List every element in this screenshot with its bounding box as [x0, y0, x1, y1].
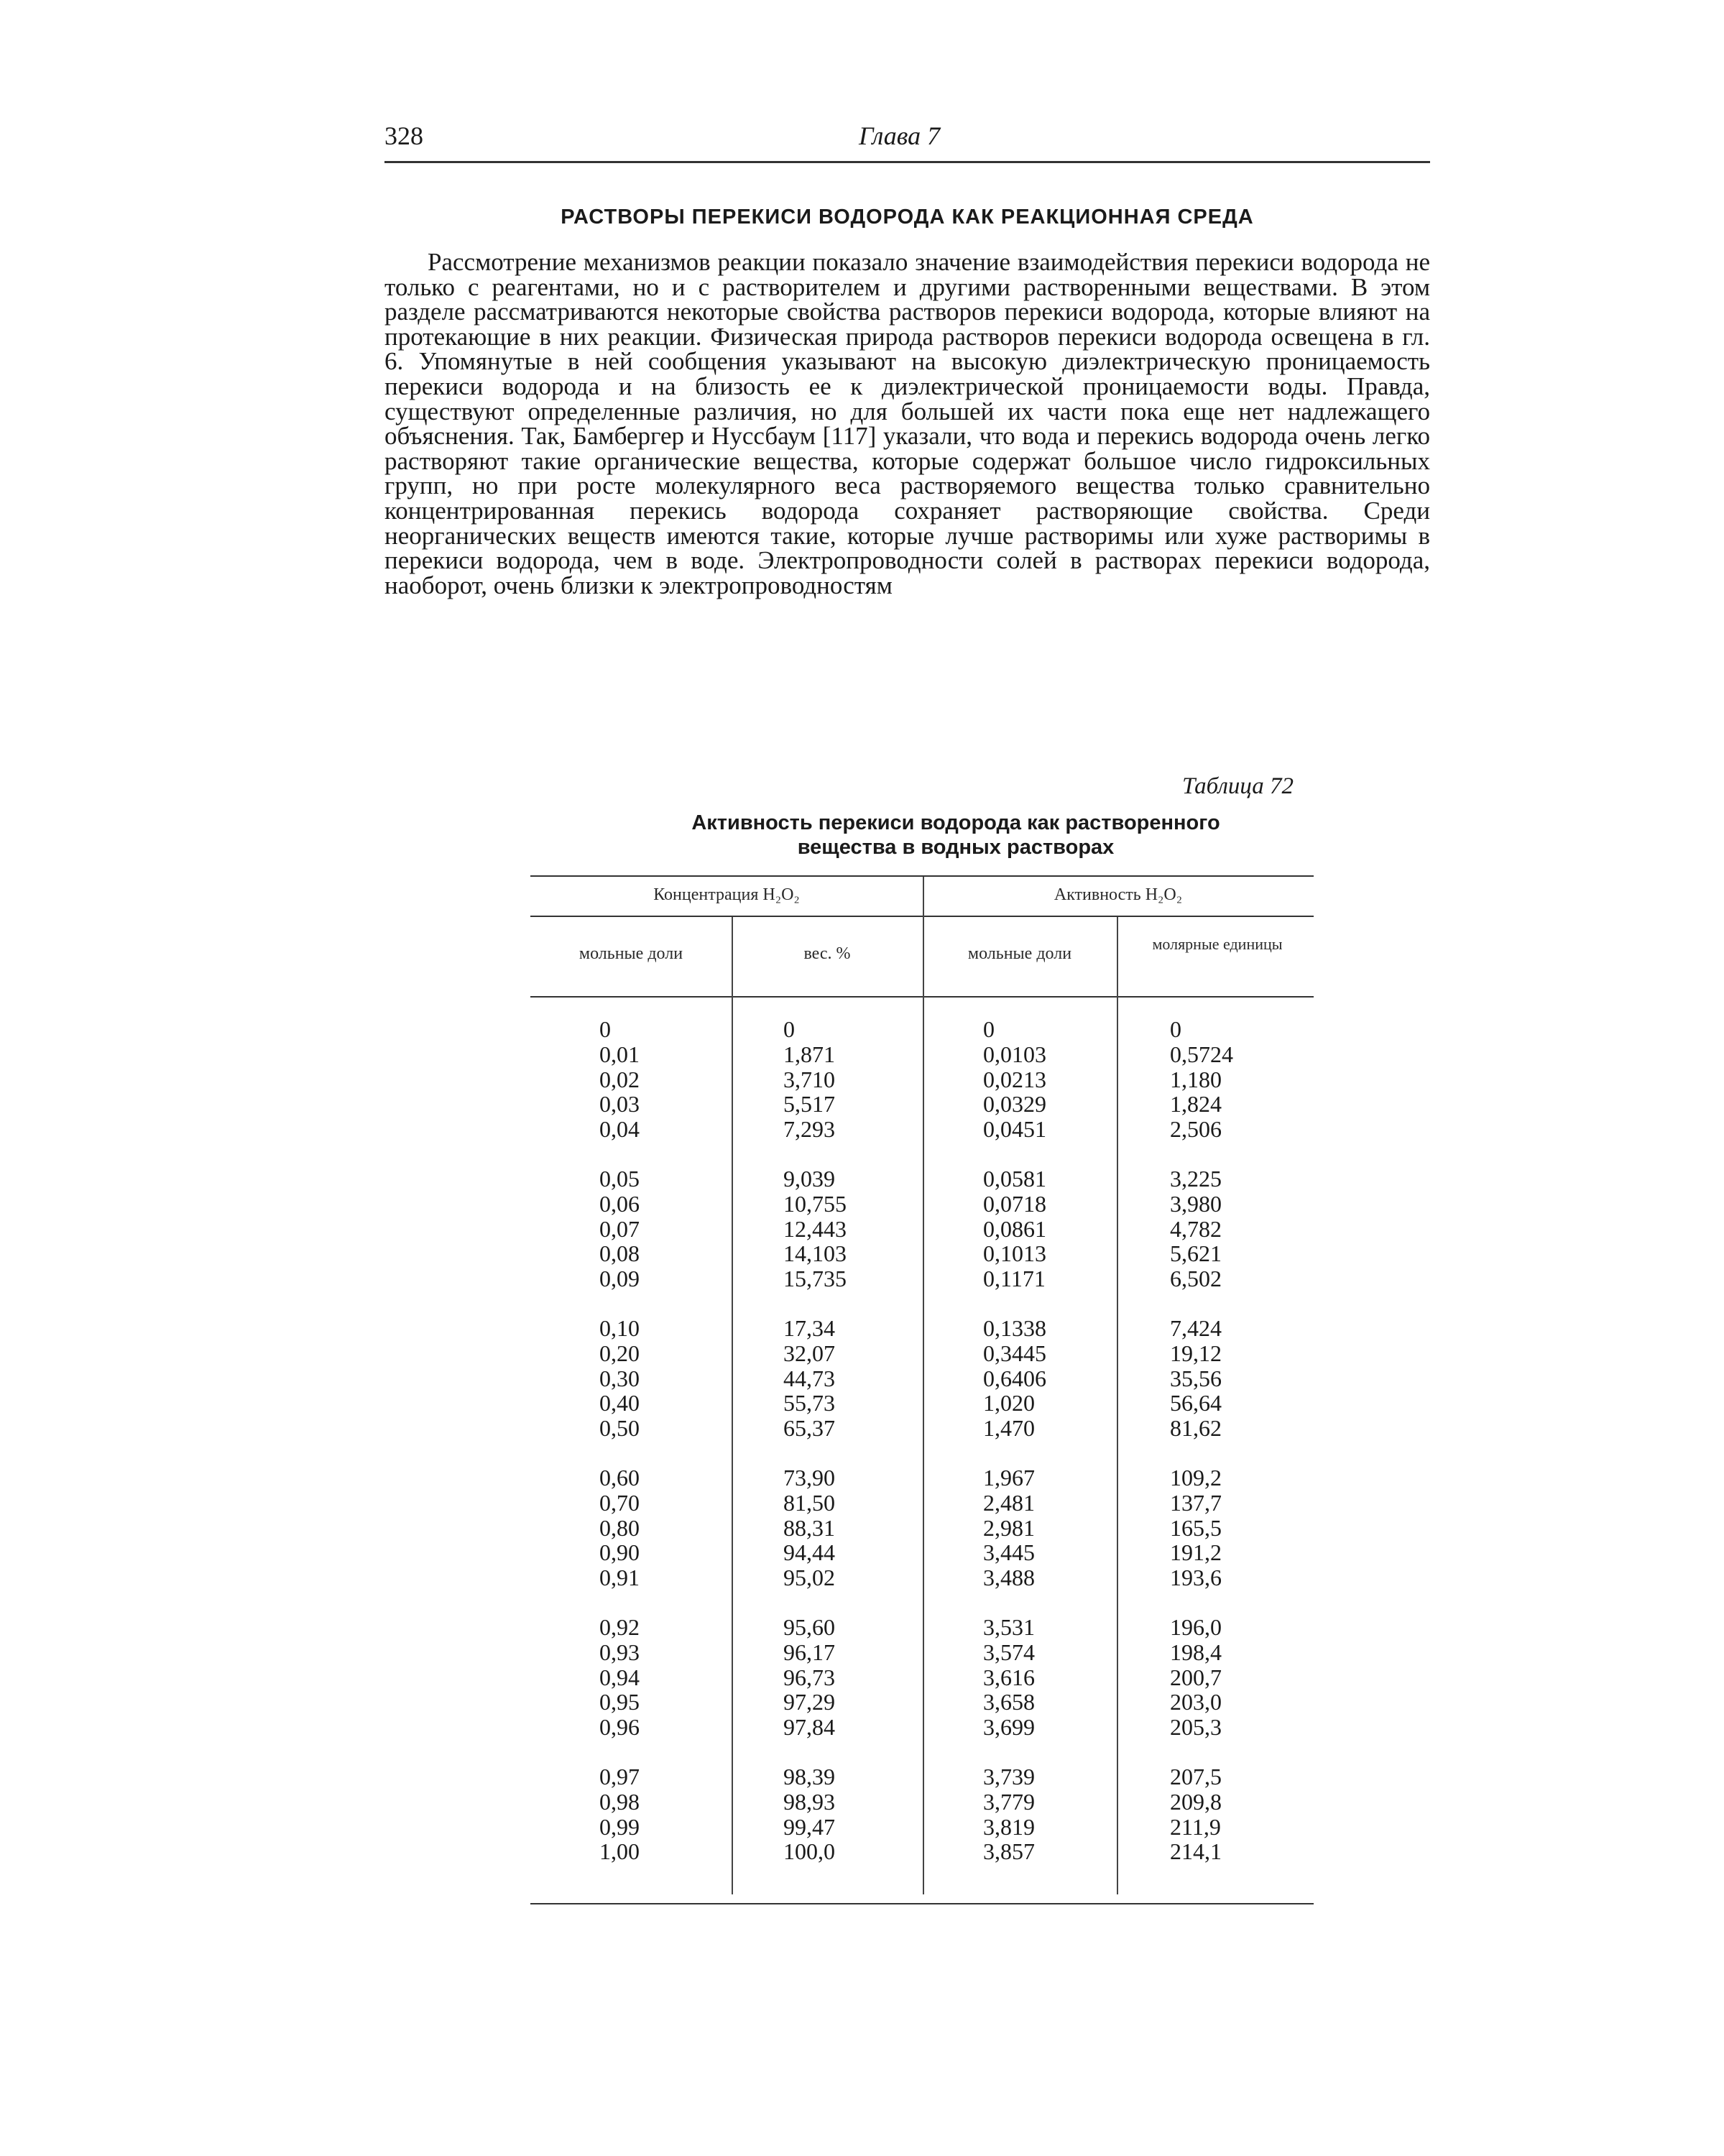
- table-top-rule: [530, 875, 1314, 877]
- cell-weight-percent: 7,293: [783, 1116, 835, 1143]
- header-rule: [384, 161, 1430, 163]
- cell-weight-percent: 14,103: [783, 1240, 847, 1267]
- cell-activity-molar: 191,2: [1170, 1539, 1222, 1566]
- cell-activity-molar: 207,5: [1170, 1764, 1222, 1789]
- cell-activity-molar: 1,180: [1170, 1066, 1222, 1092]
- chapter-title: Глава 7: [859, 121, 941, 150]
- table-row: [530, 1714, 1314, 1740]
- table-row: [530, 1365, 1314, 1391]
- cell-weight-percent: 97,29: [783, 1689, 835, 1715]
- cell-activity-mole-fraction: 2,481: [983, 1489, 1035, 1516]
- cell-activity-mole-fraction: 0,0581: [983, 1166, 1046, 1192]
- running-header: [384, 121, 1430, 164]
- cell-weight-percent: 98,39: [783, 1764, 835, 1789]
- table-row: [530, 1565, 1314, 1590]
- page-number: 328: [384, 121, 423, 150]
- cell-mole-fraction: 0,08: [599, 1240, 640, 1267]
- table-label: Таблица 72: [1182, 773, 1294, 799]
- cell-activity-molar: 0,5724: [1170, 1041, 1233, 1067]
- cell-activity-molar: 5,621: [1170, 1240, 1222, 1267]
- cell-activity-molar: 0: [1170, 1016, 1181, 1042]
- table-row: [530, 1091, 1314, 1117]
- cell-mole-fraction: 0,05: [599, 1166, 640, 1192]
- table-title-line-2: вещества в водных растворах: [797, 836, 1115, 859]
- table-row: [530, 1614, 1314, 1640]
- table-row: [530, 1340, 1314, 1366]
- cell-activity-mole-fraction: 3,658: [983, 1689, 1035, 1715]
- cell-activity-mole-fraction: 0,0103: [983, 1041, 1046, 1067]
- cell-activity-mole-fraction: 0,1171: [983, 1266, 1046, 1292]
- cell-weight-percent: 12,443: [783, 1215, 847, 1242]
- subheader-weight-percent: вес. %: [803, 944, 851, 963]
- table-row: [530, 1266, 1314, 1291]
- cell-activity-molar: 198,4: [1170, 1639, 1222, 1665]
- cell-activity-mole-fraction: 0,1338: [983, 1315, 1046, 1341]
- cell-mole-fraction: 0,94: [599, 1664, 640, 1690]
- cell-activity-mole-fraction: 0,0213: [983, 1066, 1046, 1092]
- activity-table: [530, 875, 1321, 1925]
- table-header-bottom-rule: [530, 996, 1314, 998]
- cell-weight-percent: 10,755: [783, 1190, 847, 1217]
- cell-mole-fraction: 0,03: [599, 1091, 640, 1118]
- cell-activity-mole-fraction: 0,0451: [983, 1116, 1046, 1143]
- cell-mole-fraction: 0,60: [599, 1465, 640, 1491]
- cell-activity-mole-fraction: 3,819: [983, 1813, 1035, 1840]
- cell-activity-molar: 209,8: [1170, 1788, 1222, 1815]
- cell-mole-fraction: 0,92: [599, 1614, 640, 1640]
- cell-activity-mole-fraction: 0,0718: [983, 1190, 1046, 1217]
- cell-mole-fraction: 0: [599, 1016, 611, 1042]
- cell-weight-percent: 0: [783, 1016, 795, 1042]
- cell-weight-percent: 73,90: [783, 1465, 835, 1491]
- cell-mole-fraction: 0,20: [599, 1340, 640, 1366]
- table-row: [530, 1390, 1314, 1416]
- cell-mole-fraction: 0,07: [599, 1215, 640, 1242]
- cell-weight-percent: 44,73: [783, 1365, 835, 1391]
- cell-mole-fraction: 0,40: [599, 1390, 640, 1416]
- cell-activity-mole-fraction: 0,1013: [983, 1240, 1046, 1267]
- cell-activity-molar: 109,2: [1170, 1465, 1222, 1491]
- cell-activity-mole-fraction: 3,488: [983, 1565, 1035, 1591]
- cell-activity-molar: 4,782: [1170, 1215, 1222, 1242]
- cell-activity-molar: 165,5: [1170, 1514, 1222, 1541]
- cell-activity-mole-fraction: 1,470: [983, 1415, 1035, 1442]
- table-row: [530, 1016, 1314, 1042]
- table-row: [530, 1191, 1314, 1217]
- cell-mole-fraction: 0,70: [599, 1489, 640, 1516]
- cell-activity-mole-fraction: 3,857: [983, 1838, 1035, 1865]
- cell-activity-mole-fraction: 3,616: [983, 1664, 1035, 1690]
- cell-activity-mole-fraction: 0: [983, 1016, 995, 1042]
- table-row: [530, 1116, 1314, 1142]
- cell-activity-molar: 3,980: [1170, 1190, 1222, 1217]
- cell-mole-fraction: 0,90: [599, 1539, 640, 1566]
- table-bottom-rule: [530, 1903, 1314, 1904]
- table-row: [530, 1490, 1314, 1516]
- cell-weight-percent: 81,50: [783, 1489, 835, 1516]
- group-header-activity: Активность H₂O₂: [1054, 885, 1183, 904]
- cell-activity-molar: 35,56: [1170, 1365, 1222, 1391]
- cell-mole-fraction: 0,96: [599, 1714, 640, 1741]
- table-row: [530, 1315, 1314, 1341]
- section-title: РАСТВОРЫ ПЕРЕКИСИ ВОДОРОДА КАК РЕАКЦИОННАЯ СРЕДА: [561, 206, 1254, 229]
- cell-activity-mole-fraction: 3,574: [983, 1639, 1035, 1665]
- cell-mole-fraction: 0,02: [599, 1066, 640, 1092]
- table-row: [530, 1465, 1314, 1491]
- cell-mole-fraction: 0,95: [599, 1689, 640, 1715]
- cell-activity-molar: 3,225: [1170, 1166, 1222, 1192]
- cell-activity-molar: 81,62: [1170, 1415, 1222, 1442]
- cell-weight-percent: 97,84: [783, 1714, 835, 1741]
- table-row: [530, 1764, 1314, 1789]
- table-row: [530, 1067, 1314, 1092]
- subheader-molar-units: молярные единицы: [1152, 935, 1283, 953]
- cell-weight-percent: 95,60: [783, 1614, 835, 1640]
- cell-weight-percent: 96,17: [783, 1639, 835, 1665]
- cell-mole-fraction: 0,99: [599, 1813, 640, 1840]
- cell-activity-molar: 7,424: [1170, 1315, 1222, 1341]
- table-row: [530, 1415, 1314, 1441]
- cell-activity-molar: 1,824: [1170, 1091, 1222, 1118]
- cell-mole-fraction: 0,10: [599, 1315, 640, 1341]
- cell-weight-percent: 9,039: [783, 1166, 835, 1192]
- cell-activity-mole-fraction: 1,020: [983, 1390, 1035, 1416]
- cell-mole-fraction: 0,30: [599, 1365, 640, 1391]
- cell-activity-mole-fraction: 2,981: [983, 1514, 1035, 1541]
- cell-activity-molar: 214,1: [1170, 1838, 1222, 1865]
- table-row: [530, 1789, 1314, 1815]
- cell-activity-mole-fraction: 3,531: [983, 1614, 1035, 1640]
- table-row: [530, 1041, 1314, 1067]
- cell-mole-fraction: 0,93: [599, 1639, 640, 1665]
- cell-weight-percent: 17,34: [783, 1315, 835, 1341]
- table-row: [530, 1515, 1314, 1541]
- cell-activity-mole-fraction: 0,0861: [983, 1215, 1046, 1242]
- cell-activity-molar: 205,3: [1170, 1714, 1222, 1741]
- cell-activity-molar: 2,506: [1170, 1116, 1222, 1143]
- subheader-mole-fraction-1: мольные доли: [578, 944, 683, 963]
- cell-activity-mole-fraction: 0,0329: [983, 1091, 1046, 1118]
- cell-mole-fraction: 0,80: [599, 1514, 640, 1541]
- cell-weight-percent: 1,871: [783, 1041, 835, 1067]
- table-row: [530, 1240, 1314, 1266]
- table-row: [530, 1838, 1314, 1864]
- cell-weight-percent: 100,0: [783, 1838, 835, 1865]
- cell-mole-fraction: 0,01: [599, 1041, 640, 1067]
- cell-mole-fraction: 0,91: [599, 1565, 640, 1591]
- table-row: [530, 1539, 1314, 1565]
- cell-activity-molar: 196,0: [1170, 1614, 1222, 1640]
- table-row: [530, 1814, 1314, 1840]
- table-group-header-rule: [530, 916, 1314, 917]
- cell-mole-fraction: 0,50: [599, 1415, 640, 1442]
- table-row: [530, 1216, 1314, 1242]
- cell-activity-mole-fraction: 0,3445: [983, 1340, 1046, 1366]
- cell-mole-fraction: 0,98: [599, 1788, 640, 1815]
- subheader-mole-fraction-2: мольные доли: [967, 944, 1072, 963]
- cell-mole-fraction: 1,00: [599, 1838, 640, 1865]
- table-row: [530, 1639, 1314, 1665]
- cell-activity-molar: 203,0: [1170, 1689, 1222, 1715]
- cell-weight-percent: 95,02: [783, 1565, 835, 1591]
- table-title: [532, 811, 1380, 860]
- cell-weight-percent: 65,37: [783, 1415, 835, 1442]
- cell-weight-percent: 5,517: [783, 1091, 835, 1118]
- group-header-concentration: Концентрация H₂O₂: [653, 885, 800, 904]
- cell-weight-percent: 98,93: [783, 1788, 835, 1815]
- cell-weight-percent: 94,44: [783, 1539, 835, 1566]
- cell-weight-percent: 15,735: [783, 1266, 847, 1292]
- table-title-line-1: Активность перекиси водорода как растворенного: [691, 811, 1220, 834]
- cell-weight-percent: 96,73: [783, 1664, 835, 1690]
- body-paragraph: Рассмотрение механизмов реакции показало значение взаимодействия перекиси водорода не только с реагентами, но и с растворителем и другими растворенными веществами. В этом разделе рассматриваются некоторые свойства растворов перекиси водорода, которые влияют на протекающие в них реакции. Физическая природа растворов перекиси водорода освещена в гл. 6. Упомянутые в ней сообщения указывают на высокую диэлектрическую проницаемость перекиси водорода и на близость ее к диэлектрической проницаемости воды. Правда, существуют определенные различия, но для большей их части пока еще нет надлежащего объяснения. Так, Бамбергер и Нуссбаум [117] указали, что вода и перекись водорода очень легко растворяют такие органические вещества, которые содержат большое число гидроксильных групп, но при росте молекулярного веса растворяемого вещества только сравнительно концентрированная перекись водорода сохраняет растворяющие свойства. Среди неорганических веществ имеются такие, которые лучше растворимы или хуже растворимы в перекиси водорода, чем в воде. Электропроводности солей в растворах перекиси водорода, наоборот, очень близки к электропроводностям: [384, 248, 1430, 599]
- cell-weight-percent: 32,07: [783, 1340, 835, 1366]
- cell-mole-fraction: 0,97: [599, 1764, 640, 1789]
- cell-activity-mole-fraction: 3,779: [983, 1788, 1035, 1815]
- cell-weight-percent: 88,31: [783, 1514, 835, 1541]
- cell-activity-mole-fraction: 3,739: [983, 1764, 1035, 1789]
- cell-mole-fraction: 0,06: [599, 1190, 640, 1217]
- cell-activity-molar: 200,7: [1170, 1664, 1222, 1690]
- table-row: [530, 1166, 1314, 1192]
- cell-activity-molar: 193,6: [1170, 1565, 1222, 1591]
- cell-activity-molar: 211,9: [1170, 1813, 1221, 1840]
- cell-activity-molar: 56,64: [1170, 1390, 1222, 1416]
- cell-weight-percent: 55,73: [783, 1390, 835, 1416]
- cell-weight-percent: 3,710: [783, 1066, 835, 1092]
- cell-activity-molar: 19,12: [1170, 1340, 1222, 1366]
- cell-weight-percent: 99,47: [783, 1813, 835, 1840]
- cell-activity-mole-fraction: 3,445: [983, 1539, 1035, 1566]
- cell-activity-mole-fraction: 0,6406: [983, 1365, 1046, 1391]
- cell-mole-fraction: 0,09: [599, 1266, 640, 1292]
- table-row: [530, 1689, 1314, 1715]
- cell-activity-mole-fraction: 1,967: [983, 1465, 1035, 1491]
- cell-mole-fraction: 0,04: [599, 1116, 640, 1143]
- cell-activity-mole-fraction: 3,699: [983, 1714, 1035, 1741]
- cell-activity-molar: 6,502: [1170, 1266, 1222, 1292]
- table-row: [530, 1664, 1314, 1690]
- cell-activity-molar: 137,7: [1170, 1489, 1222, 1516]
